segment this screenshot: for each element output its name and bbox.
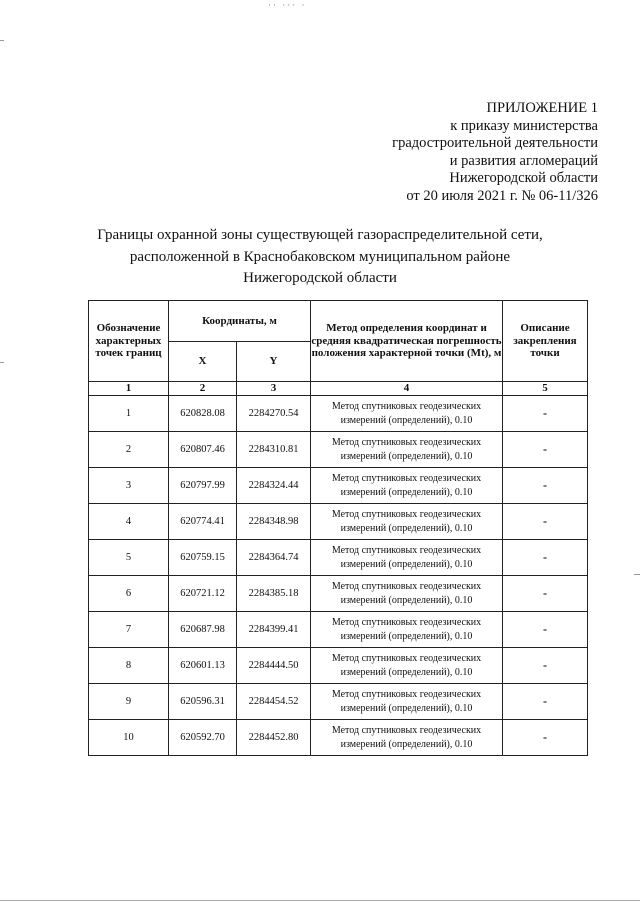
- point-number: 2: [89, 432, 169, 468]
- coord-x: 620601.13: [169, 648, 237, 684]
- method-cell: Метод спутниковых геодезических измерений (определений), 0.10: [311, 720, 503, 756]
- method-cell: Метод спутниковых геодезических измерений (определений), 0.10: [311, 432, 503, 468]
- appendix-date-line: от 20 июля 2021 г. № 06-11/326: [406, 187, 598, 204]
- point-number: 4: [89, 504, 169, 540]
- point-number: 1: [89, 396, 169, 432]
- header-description: Описание закрепления точки: [503, 301, 588, 382]
- method-cell: Метод спутниковых геодезических измерений (определений), 0.10: [311, 612, 503, 648]
- coordinates-table-wrapper: [88, 300, 588, 756]
- description-cell: -: [503, 432, 588, 468]
- coord-y: 2284444.50: [237, 648, 311, 684]
- coord-x: 620774.41: [169, 504, 237, 540]
- table-row: [89, 612, 588, 648]
- scan-edge-mark: [0, 362, 4, 363]
- header-coordinates: Координаты, м: [169, 301, 311, 342]
- document-title: [80, 225, 560, 290]
- table-row: [89, 540, 588, 576]
- description-cell: -: [503, 648, 588, 684]
- point-number: 3: [89, 468, 169, 504]
- coord-y: 2284454.52: [237, 684, 311, 720]
- scan-marks: ·· ··· ·: [268, 0, 307, 10]
- method-cell: Метод спутниковых геодезических измерений (определений), 0.10: [311, 648, 503, 684]
- scan-bottom-edge: [0, 900, 640, 901]
- scan-edge-mark: [0, 40, 4, 41]
- coord-y: 2284452.80: [237, 720, 311, 756]
- description-cell: -: [503, 684, 588, 720]
- appendix-line: и развития агломераций: [449, 152, 598, 169]
- table-row: [89, 576, 588, 612]
- coord-y: 2284385.18: [237, 576, 311, 612]
- coord-x: 620721.12: [169, 576, 237, 612]
- appendix-title: ПРИЛОЖЕНИЕ 1: [486, 100, 598, 116]
- coord-x: 620828.08: [169, 396, 237, 432]
- method-cell: Метод спутниковых геодезических измерений (определений), 0.10: [311, 684, 503, 720]
- title-line: Нижегородской области: [243, 270, 397, 286]
- coord-x: 620759.15: [169, 540, 237, 576]
- appendix-line: градостроительной деятельности: [392, 135, 598, 152]
- method-cell: Метод спутниковых геодезических измерений (определений), 0.10: [311, 540, 503, 576]
- coord-x: 620596.31: [169, 684, 237, 720]
- point-number: 10: [89, 720, 169, 756]
- header-designation: Обозначение характерных точек границ: [89, 301, 169, 382]
- coord-y: 2284364.74: [237, 540, 311, 576]
- description-cell: -: [503, 396, 588, 432]
- column-number: 1: [89, 382, 169, 396]
- point-number: 8: [89, 648, 169, 684]
- table-row: [89, 648, 588, 684]
- method-cell: Метод спутниковых геодезических измерений (определений), 0.10: [311, 396, 503, 432]
- description-cell: -: [503, 720, 588, 756]
- table-body: [89, 396, 588, 756]
- appendix-line: Нижегородской области: [449, 170, 598, 187]
- column-number: 4: [311, 382, 503, 396]
- title-line: Границы охранной зоны существующей газораспределительной сети,: [97, 227, 543, 243]
- table-row: [89, 432, 588, 468]
- coord-x: 620592.70: [169, 720, 237, 756]
- appendix-line: к приказу министерства: [450, 117, 598, 134]
- table-row: [89, 684, 588, 720]
- method-cell: Метод спутниковых геодезических измерений (определений), 0.10: [311, 576, 503, 612]
- header-method: Метод определения координат и средняя квадратическая погрешность положения характерной точки (Mt), м: [311, 301, 503, 382]
- method-cell: Метод спутниковых геодезических измерений (определений), 0.10: [311, 504, 503, 540]
- description-cell: -: [503, 612, 588, 648]
- description-cell: -: [503, 540, 588, 576]
- scan-edge-mark: [634, 574, 640, 575]
- description-cell: -: [503, 468, 588, 504]
- method-cell: Метод спутниковых геодезических измерений (определений), 0.10: [311, 468, 503, 504]
- coord-y: 2284270.54: [237, 396, 311, 432]
- description-cell: -: [503, 504, 588, 540]
- coord-y: 2284324.44: [237, 468, 311, 504]
- coord-x: 620687.98: [169, 612, 237, 648]
- coord-x: 620807.46: [169, 432, 237, 468]
- table-row: [89, 720, 588, 756]
- header-x: X: [169, 342, 237, 382]
- coord-y: 2284348.98: [237, 504, 311, 540]
- table-row: [89, 396, 588, 432]
- header-y: Y: [237, 342, 311, 382]
- title-line: расположенной в Краснобаковском муниципальном районе: [129, 248, 511, 265]
- point-number: 7: [89, 612, 169, 648]
- description-cell: -: [503, 576, 588, 612]
- coordinates-table: [88, 300, 588, 756]
- coord-x: 620797.99: [169, 468, 237, 504]
- column-number: 5: [503, 382, 588, 396]
- table-row: [89, 468, 588, 504]
- point-number: 5: [89, 540, 169, 576]
- column-number: 3: [237, 382, 311, 396]
- coord-y: 2284310.81: [237, 432, 311, 468]
- appendix-block: [392, 100, 598, 206]
- column-number: 2: [169, 382, 237, 396]
- table-row: [89, 504, 588, 540]
- coord-y: 2284399.41: [237, 612, 311, 648]
- point-number: 9: [89, 684, 169, 720]
- point-number: 6: [89, 576, 169, 612]
